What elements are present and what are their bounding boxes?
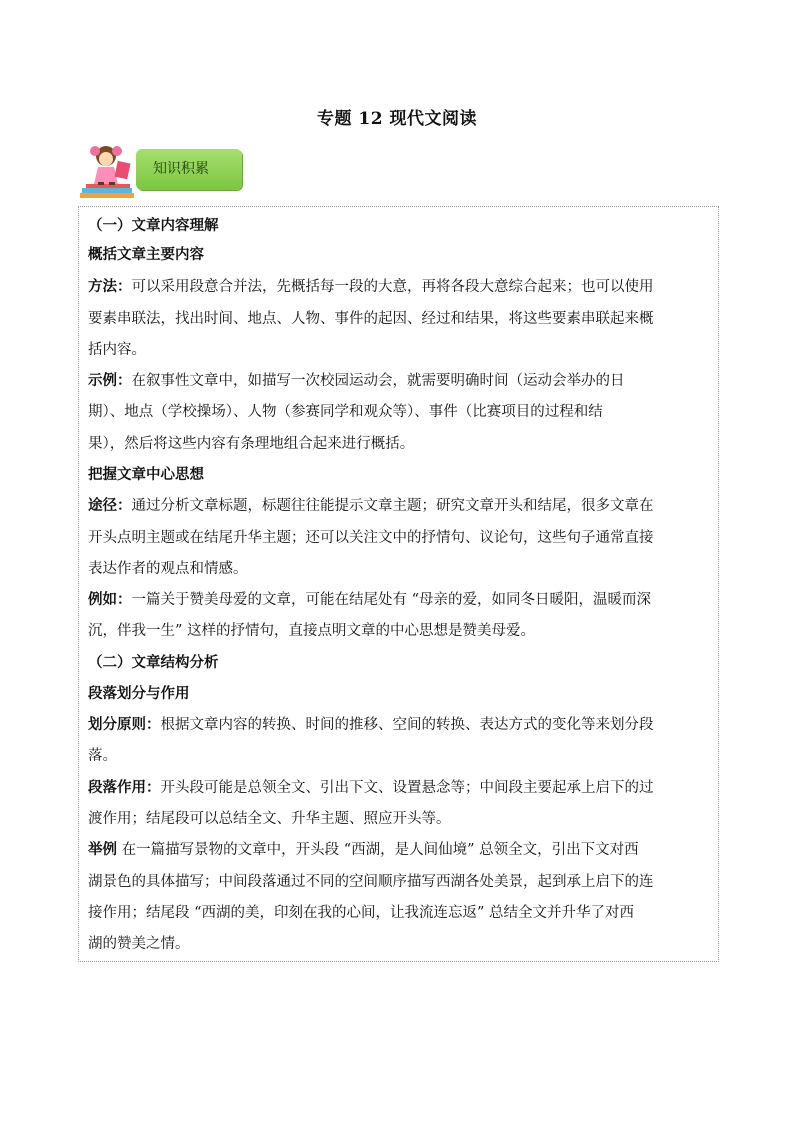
illustration-paragraph-line2: 湖景色的具体描写；中间段落通过不同的空间顺序描写西湖各处美景，起到承上启下的连 — [88, 874, 654, 890]
knowledge-tag-label: 知识积累 — [153, 161, 209, 177]
method-paragraph-line1 — [88, 277, 712, 297]
instance-text-1: 一篇关于赞美母爱的文章，可能在结尾处有 “母亲的爱，如同冬日暖阳，温暖而深 — [131, 592, 652, 608]
instance-paragraph-line2: 沉，伴我一生” 这样的抒情句，直接点明文章的中心思想是赞美母爱。 — [88, 623, 536, 639]
sub1-heading: 概括文章主要内容 — [88, 246, 204, 263]
illustration-paragraph-line4: 湖的赞美之情。 — [88, 936, 190, 952]
girl-reading-icon — [78, 142, 136, 200]
instance-label: 例如： — [88, 591, 132, 608]
example-paragraph-line3: 果），然后将这些内容有条理地组合起来进行概括。 — [88, 436, 415, 452]
approach-paragraph-line1 — [88, 496, 712, 516]
sub3-heading: 段落划分与作用 — [88, 685, 190, 702]
method-paragraph-line2: 要素串联法，找出时间、地点、人物、事件的起因、经过和结果，将这些要素串联起来概 — [88, 311, 654, 327]
illustration-paragraph-line1 — [88, 840, 712, 860]
section1-heading: （一）文章内容理解 — [88, 217, 219, 234]
principle-paragraph-line2: 落。 — [88, 748, 117, 764]
approach-text-1: 通过分析文章标题，标题往往能提示文章主题；研究文章开头和结尾，很多文章在 — [131, 498, 654, 514]
principle-text-1: 根据文章内容的转换、时间的推移、空间的转换、表达方式的变化等来划分段 — [160, 717, 654, 733]
principle-label: 划分原则： — [88, 716, 161, 733]
function-paragraph-line2: 渡作用；结尾段可以总结全文、升华主题、照应开头等。 — [88, 811, 451, 827]
method-text-1: 可以采用段意合并法，先概括每一段的大意，再将各段大意综合起来；也可以使用 — [131, 279, 654, 295]
illustration-paragraph-line3: 接作用；结尾段 “西湖的美，印刻在我的心间，让我流连忘返” 总结全文并升华了对西 — [88, 905, 635, 921]
function-paragraph-line1 — [88, 778, 712, 798]
function-text-1: 开头段可能是总领全文、引出下文、设置悬念等；中间段主要起承上启下的过 — [160, 780, 654, 796]
knowledge-tag — [136, 149, 242, 190]
section-header — [78, 142, 278, 200]
section2-heading: （二）文章结构分析 — [88, 654, 219, 671]
page-title: 专题 12 现代文阅读 — [317, 109, 477, 129]
instance-paragraph-line1 — [88, 590, 712, 610]
example-text-1: 在叙事性文章中，如描写一次校园运动会，就需要明确时间（运动会举办的日 — [131, 373, 625, 389]
illustration-text-1: 在一篇描写景物的文章中，开头段 “西湖，是人间仙境” 总领全文，引出下文对西 — [117, 842, 639, 858]
example-paragraph-line1 — [88, 371, 712, 391]
method-label: 方法： — [88, 278, 132, 295]
function-label: 段落作用： — [88, 779, 161, 796]
example-paragraph-line2: 期）、地点（学校操场）、人物（参赛同学和观众等）、事件（比赛项目的过程和结 — [88, 404, 603, 420]
principle-paragraph-line1 — [88, 715, 712, 735]
example-label: 示例： — [88, 372, 132, 389]
sub2-heading: 把握文章中心思想 — [88, 466, 204, 483]
approach-paragraph-line3: 表达作者的观点和情感。 — [88, 561, 248, 577]
illustration-label: 举例 — [88, 841, 117, 858]
approach-paragraph-line2: 开头点明主题或在结尾升华主题；还可以关注文中的抒情句、议论句，这些句子通常直接 — [88, 530, 654, 546]
approach-label: 途径： — [88, 497, 132, 514]
method-paragraph-line3: 括内容。 — [88, 342, 146, 358]
